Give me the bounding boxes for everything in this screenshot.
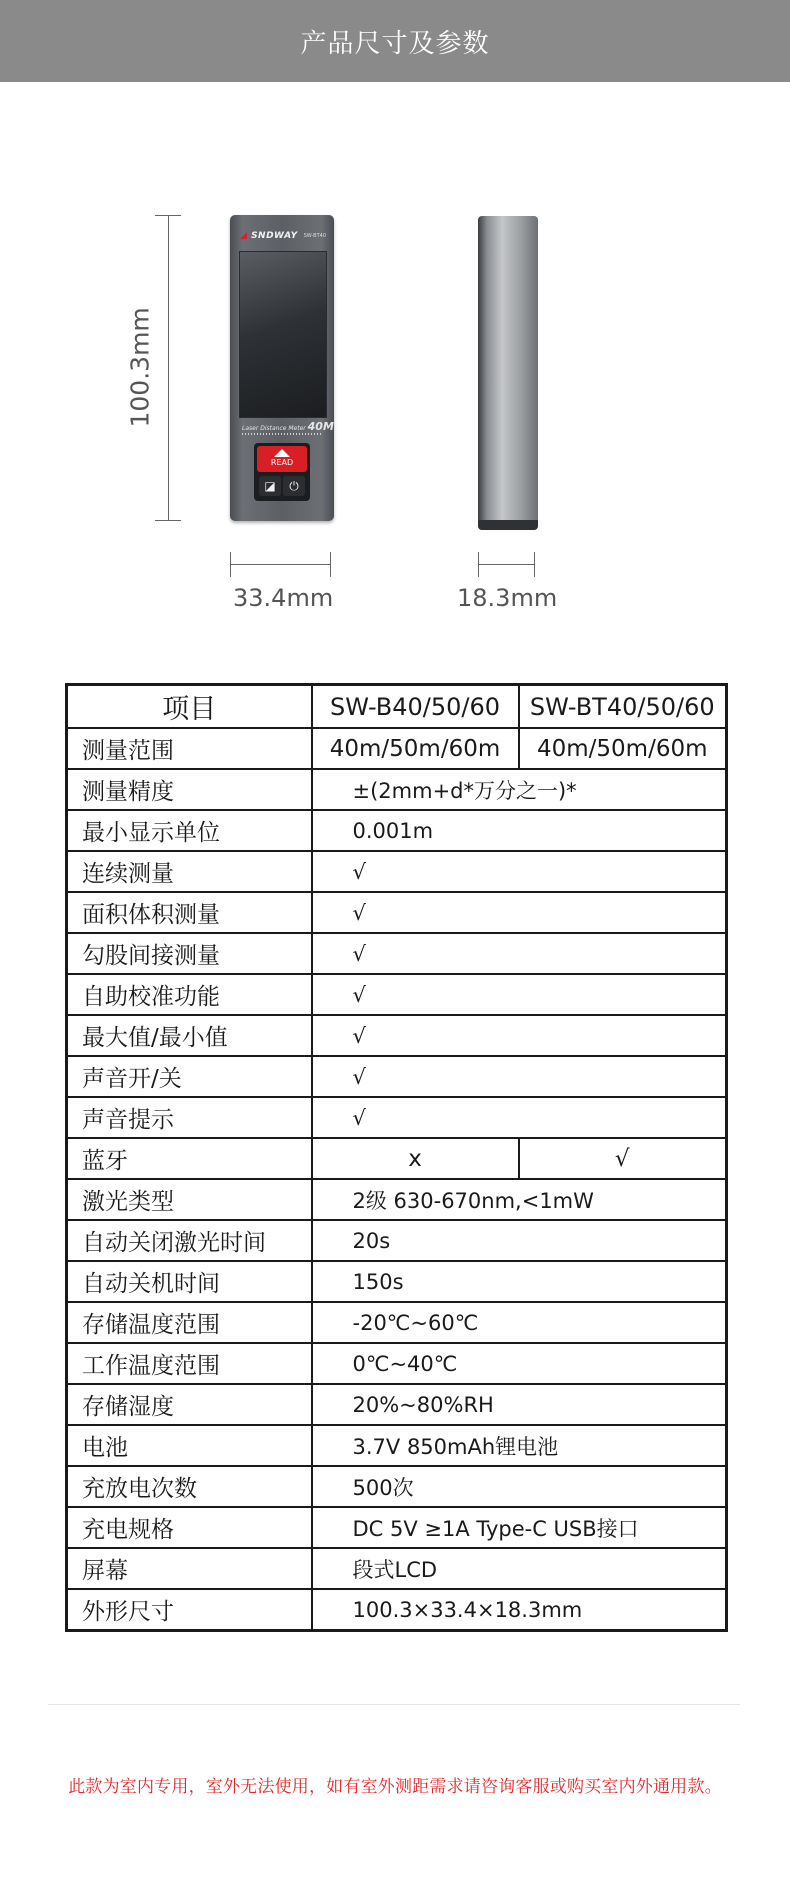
table-header-row (67, 685, 727, 729)
table-row (67, 1302, 727, 1343)
header-model-bt-cell: SW-BT40/50/60 (519, 685, 727, 729)
depth-dimension-tick-right (534, 552, 535, 577)
row-label-cell: 存储温度范围 (67, 1302, 312, 1343)
table-row (67, 1425, 727, 1466)
table-row (67, 1138, 727, 1179)
row-label-cell: 充电规格 (67, 1507, 312, 1548)
brand-mark-icon: ◢ (240, 231, 248, 241)
power-icon: ⏻ (289, 479, 299, 493)
read-arrow-icon (274, 449, 290, 457)
height-dimension-tick-bottom (155, 520, 181, 521)
width-dimension-line (230, 564, 330, 565)
table-row (67, 1507, 727, 1548)
table-row (67, 1548, 727, 1589)
height-dimension-line (168, 215, 169, 521)
table-row (67, 1384, 727, 1425)
row-label-cell: 存储湿度 (67, 1384, 312, 1425)
row-label-cell: 声音开/关 (67, 1056, 312, 1097)
table-row (67, 1589, 727, 1631)
row-label-cell: 自动关闭激光时间 (67, 1220, 312, 1261)
table-row (67, 1343, 727, 1384)
row-col2-cell: 40m/50m/60m (519, 728, 727, 769)
table-row (67, 851, 727, 892)
depth-dimension-tick-left (478, 552, 479, 577)
height-dimension-tick-top (155, 215, 181, 216)
row-label-cell: 蓝牙 (67, 1138, 312, 1179)
row-col1-cell: x (312, 1138, 519, 1179)
power-key (283, 476, 305, 496)
row-label-cell: 测量精度 (67, 769, 312, 810)
row-value-cell: 500次 (312, 1466, 727, 1507)
row-value-cell: √ (312, 1015, 727, 1056)
row-value-cell: 100.3×33.4×18.3mm (312, 1589, 727, 1631)
row-value-cell: √ (312, 974, 727, 1015)
row-col1-cell: 40m/50m/60m (312, 728, 519, 769)
table-row (67, 1097, 727, 1138)
table-row (67, 1466, 727, 1507)
page-title: 产品尺寸及参数 (300, 28, 490, 59)
row-value-cell: 段式LCD (312, 1548, 727, 1589)
row-value-cell: √ (312, 851, 727, 892)
row-value-cell: √ (312, 892, 727, 933)
header-banner (0, 0, 790, 82)
row-label-cell: 激光类型 (67, 1179, 312, 1220)
read-button (257, 446, 307, 472)
row-label-cell: 测量范围 (67, 728, 312, 769)
row-value-cell: ±(2mm+d*万分之一)* (312, 769, 727, 810)
row-label-cell: 声音提示 (67, 1097, 312, 1138)
table-row (67, 933, 727, 974)
device-caption (242, 420, 334, 433)
row-value-cell: DC 5V ≥1A Type-C USB接口 (312, 1507, 727, 1548)
brand-name: SNDWAY (251, 231, 298, 241)
brand-logo (240, 231, 298, 241)
area-icon: ◪ (264, 479, 276, 493)
read-button-label: READ (270, 458, 294, 467)
area-key (259, 476, 281, 496)
row-label-cell: 连续测量 (67, 851, 312, 892)
table-row (67, 1056, 727, 1097)
device-range-label: 40M (307, 420, 334, 433)
row-value-cell: √ (312, 933, 727, 974)
device-side-view (478, 216, 538, 530)
table-row (67, 1015, 727, 1056)
row-label-cell: 工作温度范围 (67, 1343, 312, 1384)
row-value-cell: 3.7V 850mAh锂电池 (312, 1425, 727, 1466)
table-row (67, 1220, 727, 1261)
width-dimension-tick-right (330, 552, 331, 577)
row-label-cell: 最小显示单位 (67, 810, 312, 851)
table-row (67, 1261, 727, 1302)
device-caption-text: Laser Distance Meter (242, 425, 306, 432)
row-label-cell: 外形尺寸 (67, 1589, 312, 1631)
device-screen (239, 251, 327, 418)
table-row (67, 728, 727, 769)
row-value-cell: √ (312, 1056, 727, 1097)
width-dimension-tick-left (230, 552, 231, 577)
header-item-cell: 项目 (67, 685, 312, 729)
table-row (67, 1179, 727, 1220)
row-label-cell: 最大值/最小值 (67, 1015, 312, 1056)
row-value-cell: 0.001m (312, 810, 727, 851)
row-label-cell: 勾股间接测量 (67, 933, 312, 974)
row-value-cell: 20s (312, 1220, 727, 1261)
row-label-cell: 屏幕 (67, 1548, 312, 1589)
table-row (67, 892, 727, 933)
row-value-cell: √ (312, 1097, 727, 1138)
row-label-cell: 自动关机时间 (67, 1261, 312, 1302)
depth-dimension-label: 18.3mm (457, 584, 558, 612)
height-dimension-label: 100.3mm (125, 307, 155, 428)
row-col2-cell: √ (519, 1138, 727, 1179)
table-row (67, 810, 727, 851)
depth-dimension-line (478, 564, 534, 565)
row-label-cell: 充放电次数 (67, 1466, 312, 1507)
divider (48, 1704, 740, 1705)
row-value-cell: 2级 630-670nm,<1mW (312, 1179, 727, 1220)
device-scale-ruler (242, 433, 322, 435)
header-model-b-cell: SW-B40/50/60 (312, 685, 519, 729)
row-value-cell: 0℃~40℃ (312, 1343, 727, 1384)
row-value-cell: 150s (312, 1261, 727, 1302)
row-label-cell: 自助校准功能 (67, 974, 312, 1015)
row-value-cell: -20℃~60℃ (312, 1302, 727, 1343)
table-row (67, 769, 727, 810)
row-value-cell: 20%~80%RH (312, 1384, 727, 1425)
table-row (67, 974, 727, 1015)
indoor-use-notice: 此款为室内专用，室外无法使用，如有室外测距需求请咨询客服或购买室内外通用款。 (68, 1777, 722, 1797)
device-keypad (254, 443, 310, 501)
row-label-cell: 面积体积测量 (67, 892, 312, 933)
spec-table (65, 683, 728, 1632)
device-model-label: SW-BT40 (303, 233, 326, 239)
device-side-cap (478, 520, 538, 530)
width-dimension-label: 33.4mm (233, 584, 334, 612)
row-label-cell: 电池 (67, 1425, 312, 1466)
device-front-view (230, 215, 334, 521)
